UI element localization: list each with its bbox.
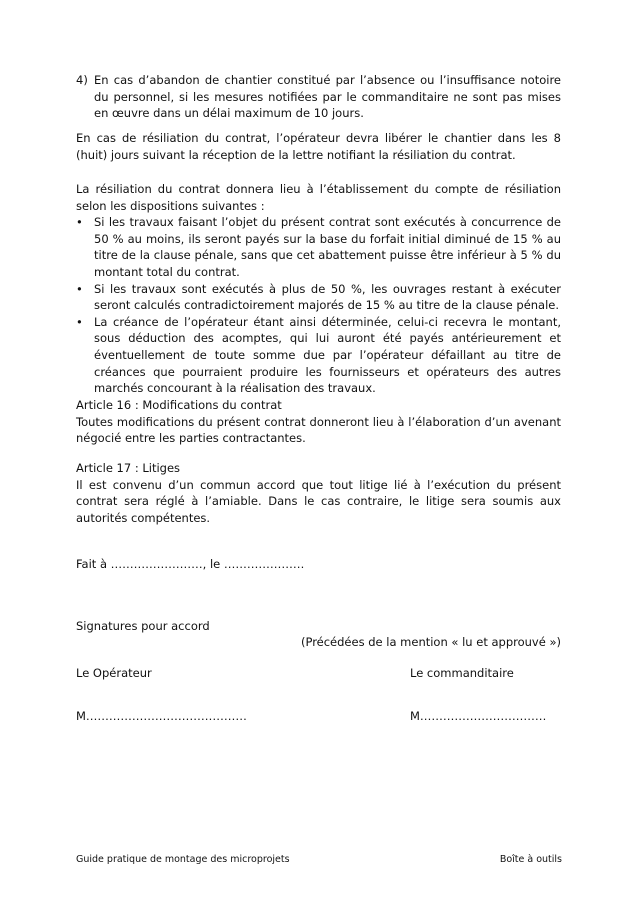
signatures-title: Signatures pour accord (76, 619, 210, 633)
article-17-text: Il est convenu d’un commun accord que tout litige lié à l’exécution du présent contrat sera réglé à l’amiable. Dans le cas contraire, le litige sera soumis aux autorités compétentes. (76, 477, 561, 525)
list-item-text: Si les travaux faisant l’objet du présent contrat sont exécutés à concurrence de 50 % au moins, ils seront payés sur la base du forfait initial diminué de 15 % au titre de la clause pénale, sans que cet abattement puisse être inférieur à 5 % du montant total du contrat. (94, 215, 561, 279)
list-item-text: La créance de l’opérateur étant ainsi déterminée, celui-ci recevra le montant, sous déduction des acomptes, qui lui auront été payés antérieurement et éventuellement de toute somme due par l’opérateur défaillant au titre de créances que pourraient produire les fournisseurs et opérateurs des autres marchés concourant à la réalisation des travaux. (94, 314, 561, 396)
bullet-icon: • (76, 281, 83, 296)
footer-right: Boîte à outils (499, 854, 562, 865)
article-16 (76, 397, 561, 447)
fait-a-line: Fait à ……………………, le ………………… (76, 557, 305, 571)
commanditaire-label: Le commanditaire (410, 666, 514, 680)
section-compte-resiliation (76, 181, 561, 397)
article-17-title: Article 17 : Litiges (76, 461, 181, 475)
list-item (76, 214, 561, 280)
operateur-label: Le Opérateur (76, 666, 152, 680)
list-item (76, 314, 561, 397)
paragraph-compte: La résiliation du contrat donnera lieu à l’établissement du compte de résiliation selon les dispositions suivantes : (76, 182, 561, 213)
list-item (76, 281, 561, 314)
numbered-item-4 (76, 72, 561, 122)
article-16-text: Toutes modifications du présent contrat donneront lieu à l’élaboration d’un avenant négocié entre les parties contractantes. (76, 414, 561, 446)
item-number: 4) (76, 73, 88, 87)
bullet-icon: • (76, 215, 83, 230)
article-16-title: Article 16 : Modifications du contrat (76, 398, 282, 412)
item-text: En cas d’abandon de chantier constitué par l’absence ou l’insuffisance notoire du personnel, si les mesures notifiées par le commanditaire ne sont pas mises en œuvre dans un délai maximum de 10 jours. (94, 73, 561, 121)
operateur-signature-line: M…………………………………… (76, 709, 247, 723)
list-item-text: Si les travaux sont exécutés à plus de 50 %, les ouvrages restant à exécuter seront calculés contradictoirement majorés de 15 % au titre de la clause pénale. (94, 281, 561, 313)
paragraph-resiliation: En cas de résiliation du contrat, l’opérateur devra libérer le chantier dans les 8 (huit) jours suivant la réception de la lettre notifiant la résiliation du contrat. (76, 131, 561, 162)
article-17 (76, 460, 561, 526)
bullet-list (76, 214, 561, 397)
footer-left: Guide pratique de montage des microprojets (76, 854, 290, 865)
signatures-mention: (Précédées de la mention « lu et approuvé ») (300, 635, 561, 649)
bullet-icon: • (76, 314, 83, 329)
commanditaire-signature-line: M…………………………… (410, 709, 547, 723)
